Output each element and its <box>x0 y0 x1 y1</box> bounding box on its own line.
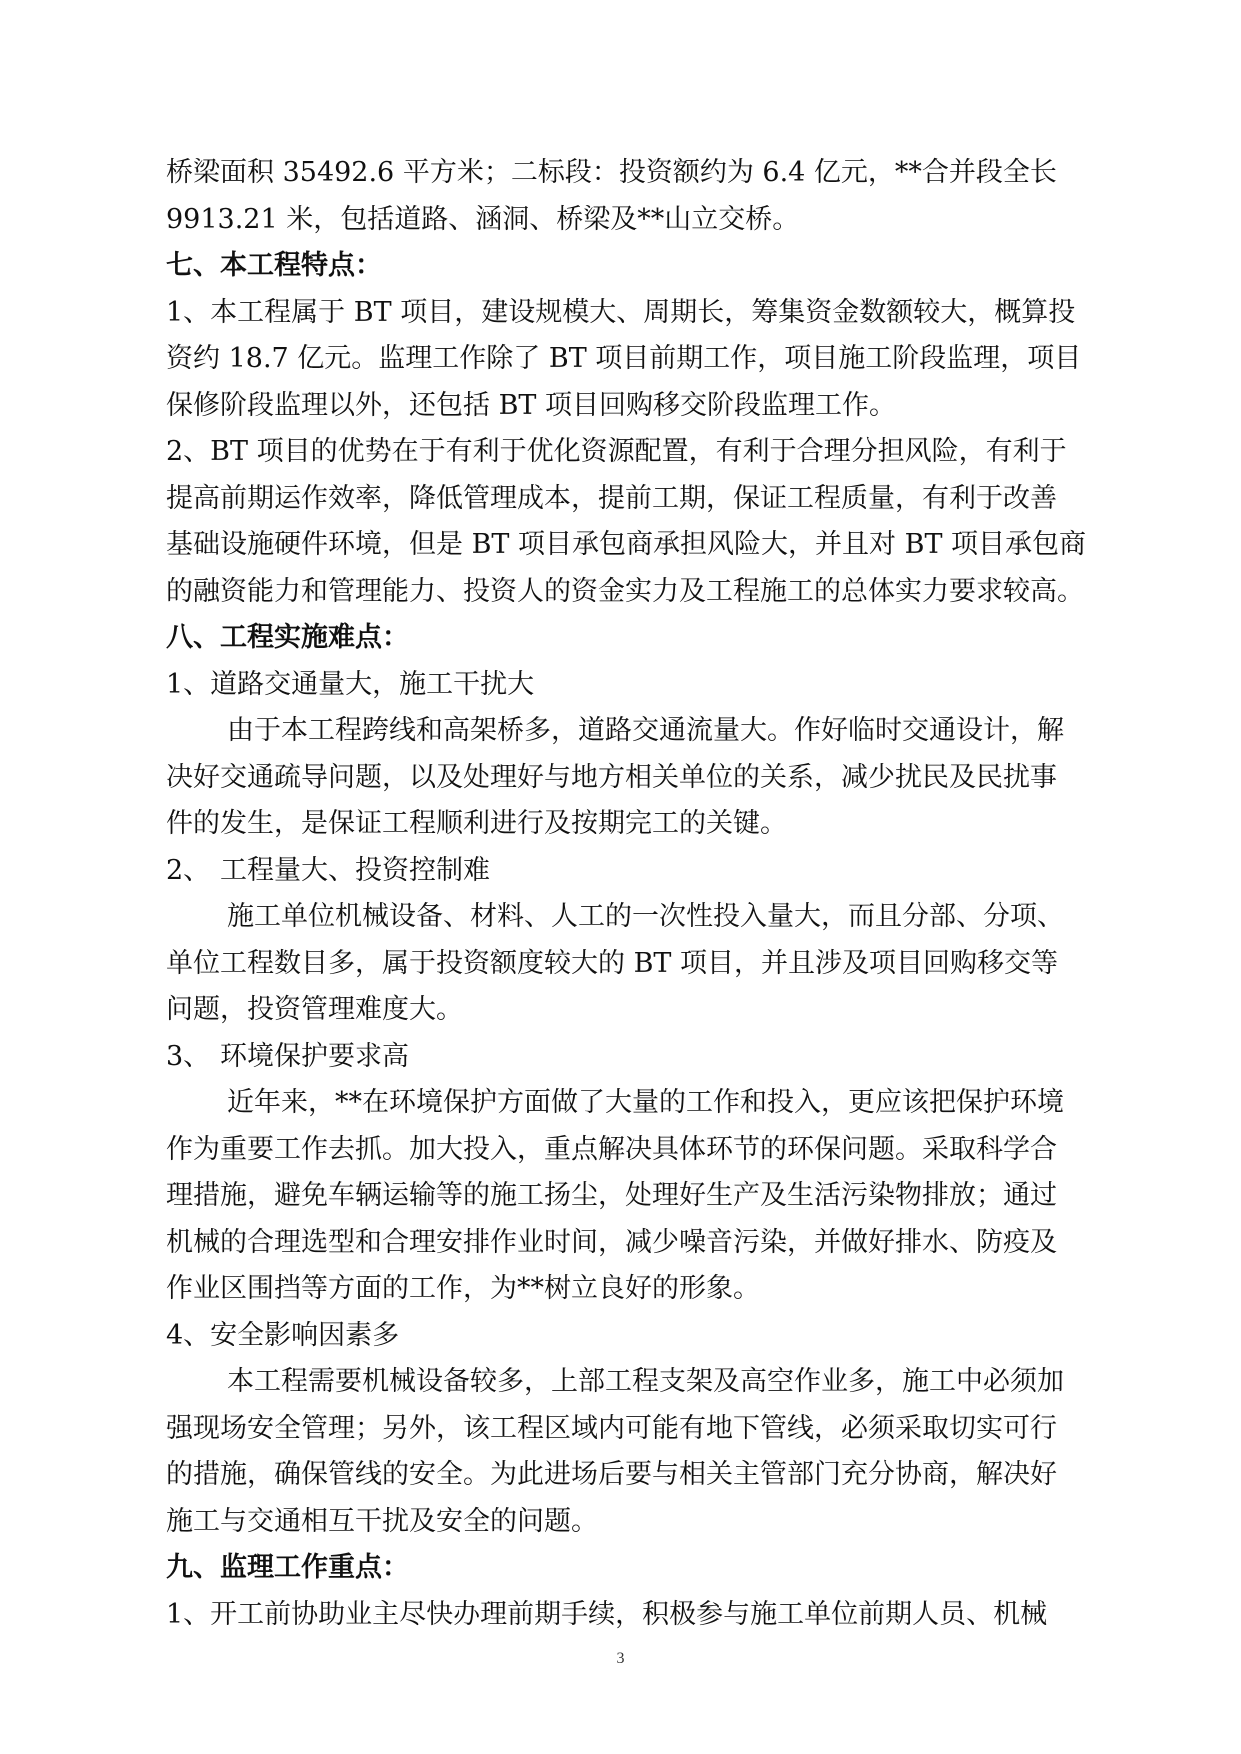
paragraph-line: 理措施，避免车辆运输等的施工扬尘，处理好生产及生活污染物排放；通过 <box>166 1180 1057 1211</box>
document-body <box>166 150 1126 1638</box>
item-number: 2、 <box>166 854 211 886</box>
paragraph-line: 件的发生，是保证工程顺利进行及按期完工的关键。 <box>166 808 787 839</box>
paragraph-line: 2、BT 项目的优势在于有利于优化资源配置，有利于合理分担风险，有利于 <box>166 436 1067 467</box>
paragraph-line: 9913.21 米，包括道路、涵洞、桥梁及**山立交桥。 <box>166 203 800 235</box>
subheading-line <box>166 848 1126 895</box>
paragraph-line: 的措施，确保管线的安全。为此进场后要与相关主管部门充分协商，解决好 <box>166 1459 1057 1490</box>
subheading-text: 工程量大、投资控制难 <box>220 854 490 886</box>
paragraph-line: 作为重要工作去抓。加大投入，重点解决具体环节的环保问题。采取科学合 <box>166 1133 1057 1165</box>
paragraph-line: 资约 18.7 亿元。监理工作除了 BT 项目前期工作，项目施工阶段监理，项目 <box>166 343 1082 374</box>
paragraph-line: 桥梁面积 35492.6 平方米；二标段：投资额约为 6.4 亿元，**合并段全长 <box>166 157 1057 188</box>
subheading-line: 4、安全影响因素多 <box>166 1319 400 1351</box>
paragraph-line: 决好交通疏导问题，以及处理好与地方相关单位的关系，减少扰民及民扰事 <box>166 761 1057 793</box>
paragraph-line: 近年来，**在环境保护方面做了大量的工作和投入，更应该把保护环境 <box>227 1087 1064 1118</box>
paragraph-line: 问题，投资管理难度大。 <box>166 994 463 1025</box>
paragraph-line: 保修阶段监理以外，还包括 BT 项目回购移交阶段监理工作。 <box>166 389 897 421</box>
paragraph-line: 作业区围挡等方面的工作，为**树立良好的形象。 <box>166 1273 760 1304</box>
paragraph-line: 由于本工程跨线和高架桥多，道路交通流量大。作好临时交通设计，解 <box>227 715 1064 746</box>
paragraph-line: 1、开工前协助业主尽快办理前期手续，积极参与施工单位前期人员、机械 <box>166 1598 1048 1630</box>
subheading-text: 环境保护要求高 <box>220 1040 409 1072</box>
paragraph-line: 单位工程数目多，属于投资额度较大的 BT 项目，并且涉及项目回购移交等 <box>166 947 1059 979</box>
section-heading-7: 七、本工程特点： <box>166 250 382 281</box>
paragraph-line: 的融资能力和管理能力、投资人的资金实力及工程施工的总体实力要求较高。 <box>166 575 1084 607</box>
paragraph-line: 施工与交通相互干扰及安全的问题。 <box>166 1505 598 1537</box>
item-number: 3、 <box>166 1040 211 1072</box>
section-heading-8: 八、工程实施难点： <box>166 622 409 653</box>
paragraph-line: 强现场安全管理；另外，该工程区域内可能有地下管线，必须采取切实可行 <box>166 1412 1057 1444</box>
page-number: 3 <box>616 1650 625 1667</box>
paragraph-line: 本工程需要机械设备较多，上部工程支架及高空作业多，施工中必须加 <box>227 1366 1064 1397</box>
section-heading-9: 九、监理工作重点： <box>166 1552 409 1583</box>
subheading-line <box>166 1034 1126 1081</box>
paragraph-line: 施工单位机械设备、材料、人工的一次性投入量大，而且分部、分项、 <box>227 901 1064 932</box>
paragraph-line: 提高前期运作效率，降低管理成本，提前工期，保证工程质量，有利于改善 <box>166 482 1057 514</box>
paragraph-line: 机械的合理选型和合理安排作业时间，减少噪音污染，并做好排水、防疫及 <box>166 1226 1057 1258</box>
paragraph-line: 1、本工程属于 BT 项目，建设规模大、周期长，筹集资金数额较大，概算投 <box>166 296 1076 328</box>
paragraph-line: 基础设施硬件环境，但是 BT 项目承包商承担风险大，并且对 BT 项目承包商 <box>166 529 1087 560</box>
subheading-line: 1、道路交通量大，施工干扰大 <box>166 668 535 700</box>
